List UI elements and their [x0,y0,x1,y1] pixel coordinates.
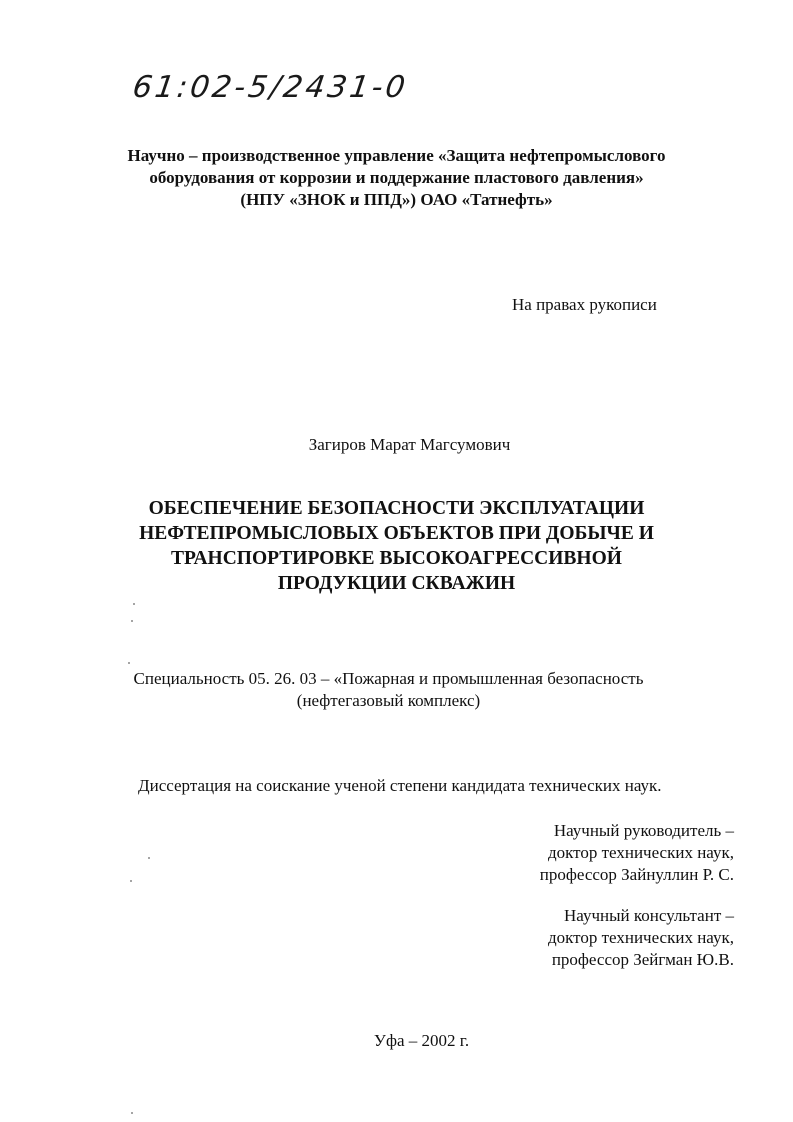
consultant-role: Научный консультант – [564,906,734,925]
advisor-name: профессор Зайнуллин Р. С. [539,865,734,884]
scan-speck [130,880,132,882]
advisor-role: Научный руководитель – [553,821,734,840]
archive-code-handwritten: 61:02-5/2431-0 [130,70,411,105]
title-line-4: ПРОДУКЦИИ СКВАЖИН [277,573,516,594]
rights-notice: На правах рукописи [512,295,657,314]
organization-line-3: (НПУ «ЗНОК и ППД») ОАО «Татнефть» [240,190,553,209]
consultant-name: профессор Зейгман Ю.В. [551,950,734,969]
title-line-3: ТРАНСПОРТИРОВКЕ ВЫСОКОАГРЕССИВНОЙ [171,548,622,569]
advisor-degree: доктор технических наук, [547,843,734,862]
scan-speck [128,662,130,664]
scientific-consultant-block [548,905,734,971]
organization-header [60,145,733,211]
specialty-line-2: (нефтегазовый комплекс) [296,691,481,710]
dissertation-title [60,496,793,596]
title-line-2: НЕФТЕПРОМЫСЛОВЫХ ОБЪЕКТОВ ПРИ ДОБЫЧЕ И [139,523,654,544]
organization-line-1: Научно – производственное управление «Защита нефтепромыслового [127,146,666,165]
scientific-advisor-block [540,820,734,886]
scan-speck [133,603,135,605]
scan-speck [131,620,133,622]
dissertation-statement: Диссертация на соискание ученой степени кандидата технических наук. [138,776,662,795]
scan-speck [131,1112,133,1114]
city-year: Уфа – 2002 г. [373,1031,470,1050]
organization-line-2: оборудования от коррозии и поддержание пластового давления» [149,168,644,187]
specialty-block [60,668,793,712]
specialty-line-1: Специальность 05. 26. 03 – «Пожарная и промышленная безопасность [133,669,644,688]
scan-speck [148,857,150,859]
title-line-1: ОБЕСПЕЧЕНИЕ БЕЗОПАСНОСТИ ЭКСПЛУАТАЦИИ [148,498,645,519]
consultant-degree: доктор технических наук, [547,928,734,947]
author-name: Загиров Марат Магсумович [308,435,511,454]
